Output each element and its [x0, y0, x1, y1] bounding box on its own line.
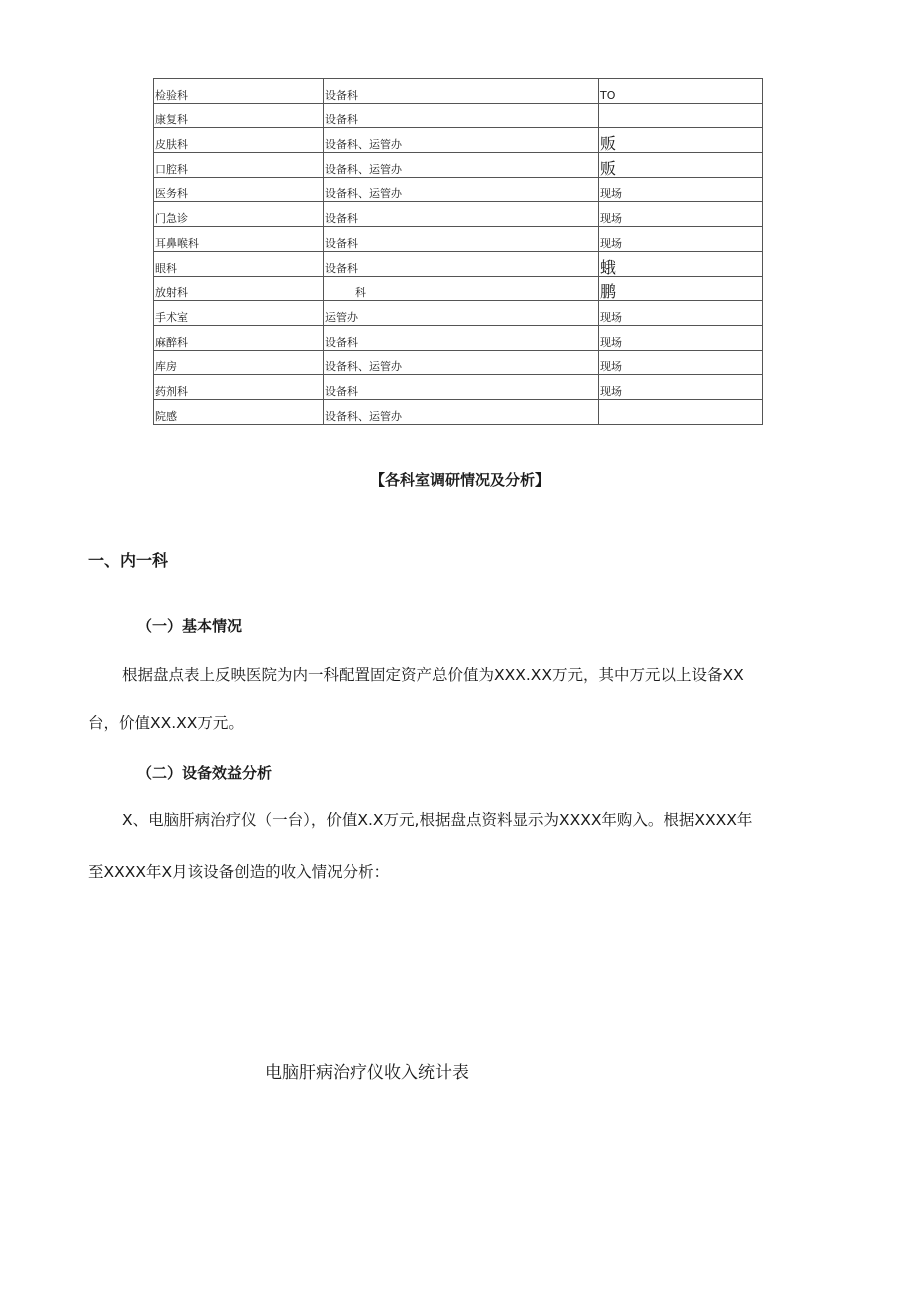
dept-cell	[154, 202, 324, 227]
status-cell	[599, 153, 763, 178]
status-value: 现场	[600, 187, 622, 201]
dept-name: 手术室	[155, 310, 188, 324]
dept-cell	[154, 251, 324, 276]
status-value: 贩	[600, 158, 617, 178]
dept-cell	[154, 399, 324, 424]
revenue-table-caption: 电脑肝病治疗仪收入统计表	[265, 1063, 469, 1083]
status-cell	[599, 128, 763, 153]
table-row	[154, 325, 763, 350]
table-row	[154, 375, 763, 400]
table-row	[154, 128, 763, 153]
table-row	[154, 153, 763, 178]
dept-cell	[154, 350, 324, 375]
paragraph-benefit-line1: X、电脑肝病治疗仪（一台），价值X.X万元,根据盘点资料显示为XXXX年购入。根据XXXX年	[122, 811, 753, 829]
responsible-cell	[324, 301, 599, 326]
responsible-cell	[324, 251, 599, 276]
heading-department: 一、内一科	[88, 551, 169, 570]
dept-name: 库房	[155, 360, 177, 374]
dept-cell	[154, 375, 324, 400]
status-value: 蛾	[600, 257, 617, 276]
responsible-cell	[324, 399, 599, 424]
table-row	[154, 227, 763, 252]
dept-name: 口腔科	[155, 162, 188, 176]
status-value: 现场	[600, 310, 622, 324]
responsible-cell	[324, 276, 599, 301]
paragraph-benefit-line2: 至XXXX年X月该设备创造的收入情况分析：	[88, 863, 390, 881]
dept-name: 医务科	[155, 187, 188, 201]
table-row	[154, 276, 763, 301]
dept-cell	[154, 128, 324, 153]
responsible-cell	[324, 350, 599, 375]
subheading-basic-info: （一）基本情况	[137, 617, 243, 635]
paragraph-basic-info-line1: 根据盘点表上反映医院为内一科配置固定资产总价值为XXX.XX万元，其中万元以上设备XX	[122, 666, 744, 684]
status-cell	[599, 79, 763, 104]
responsible-unit: 设备科	[325, 261, 358, 275]
dept-cell	[154, 79, 324, 104]
dept-name: 麻醉科	[155, 335, 188, 349]
dept-name: 院感	[155, 409, 177, 423]
status-cell	[599, 325, 763, 350]
table-row	[154, 350, 763, 375]
dept-name: 检验科	[155, 88, 188, 102]
dept-name: 耳鼻喉科	[155, 236, 199, 250]
subheading-benefit-analysis: （二）设备效益分析	[137, 764, 273, 782]
responsible-cell	[324, 325, 599, 350]
dept-cell	[154, 103, 324, 128]
status-cell	[599, 375, 763, 400]
status-value: TO	[600, 88, 616, 102]
responsible-unit: 科	[355, 286, 366, 300]
paragraph-basic-info-line2: 台，价值XX.XX万元。	[88, 714, 244, 732]
status-value: 现场	[600, 360, 622, 374]
dept-name: 药剂科	[155, 384, 188, 398]
table-row	[154, 202, 763, 227]
table-row	[154, 177, 763, 202]
responsible-unit: 设备科、运管办	[325, 360, 402, 374]
status-cell	[599, 251, 763, 276]
table-row	[154, 103, 763, 128]
status-value: 贩	[600, 134, 617, 153]
status-cell	[599, 227, 763, 252]
dept-cell	[154, 325, 324, 350]
responsible-cell	[324, 202, 599, 227]
responsible-cell	[324, 227, 599, 252]
responsible-unit: 设备科	[325, 212, 358, 226]
dept-name: 放射科	[155, 286, 188, 300]
status-value: 现场	[600, 384, 622, 398]
responsible-cell	[324, 79, 599, 104]
responsible-cell	[324, 177, 599, 202]
dept-name: 门急诊	[155, 212, 188, 226]
department-table	[153, 78, 763, 425]
responsible-cell	[324, 153, 599, 178]
status-cell	[599, 177, 763, 202]
responsible-unit: 设备科、运管办	[325, 187, 402, 201]
status-cell	[599, 202, 763, 227]
status-value: 现场	[600, 335, 622, 349]
table-row	[154, 301, 763, 326]
status-cell	[599, 399, 763, 424]
dept-cell	[154, 227, 324, 252]
responsible-unit: 设备科	[325, 384, 358, 398]
dept-cell	[154, 276, 324, 301]
status-value: 鹏	[600, 282, 617, 301]
table-row	[154, 399, 763, 424]
responsible-unit: 设备科	[325, 113, 358, 127]
section-title: 【各科室调研情况及分析】	[369, 471, 550, 489]
dept-cell	[154, 177, 324, 202]
status-value: 现场	[600, 236, 622, 250]
responsible-unit: 设备科、运管办	[325, 409, 402, 423]
dept-name: 皮肤科	[155, 138, 188, 152]
responsible-unit: 设备科	[325, 236, 358, 250]
dept-cell	[154, 153, 324, 178]
table-row	[154, 251, 763, 276]
responsible-unit: 设备科、运管办	[325, 162, 402, 176]
status-cell	[599, 276, 763, 301]
responsible-cell	[324, 103, 599, 128]
responsible-unit: 运管办	[325, 310, 358, 324]
status-value: 现场	[600, 212, 622, 226]
table-row	[154, 79, 763, 104]
dept-cell	[154, 301, 324, 326]
responsible-unit: 设备科	[325, 88, 358, 102]
dept-name: 康复科	[155, 113, 188, 127]
responsible-cell	[324, 128, 599, 153]
responsible-cell	[324, 375, 599, 400]
responsible-unit: 设备科	[325, 335, 358, 349]
dept-name: 眼科	[155, 261, 177, 275]
status-cell	[599, 350, 763, 375]
responsible-unit: 设备科、运管办	[325, 138, 402, 152]
status-cell	[599, 103, 763, 128]
status-cell	[599, 301, 763, 326]
